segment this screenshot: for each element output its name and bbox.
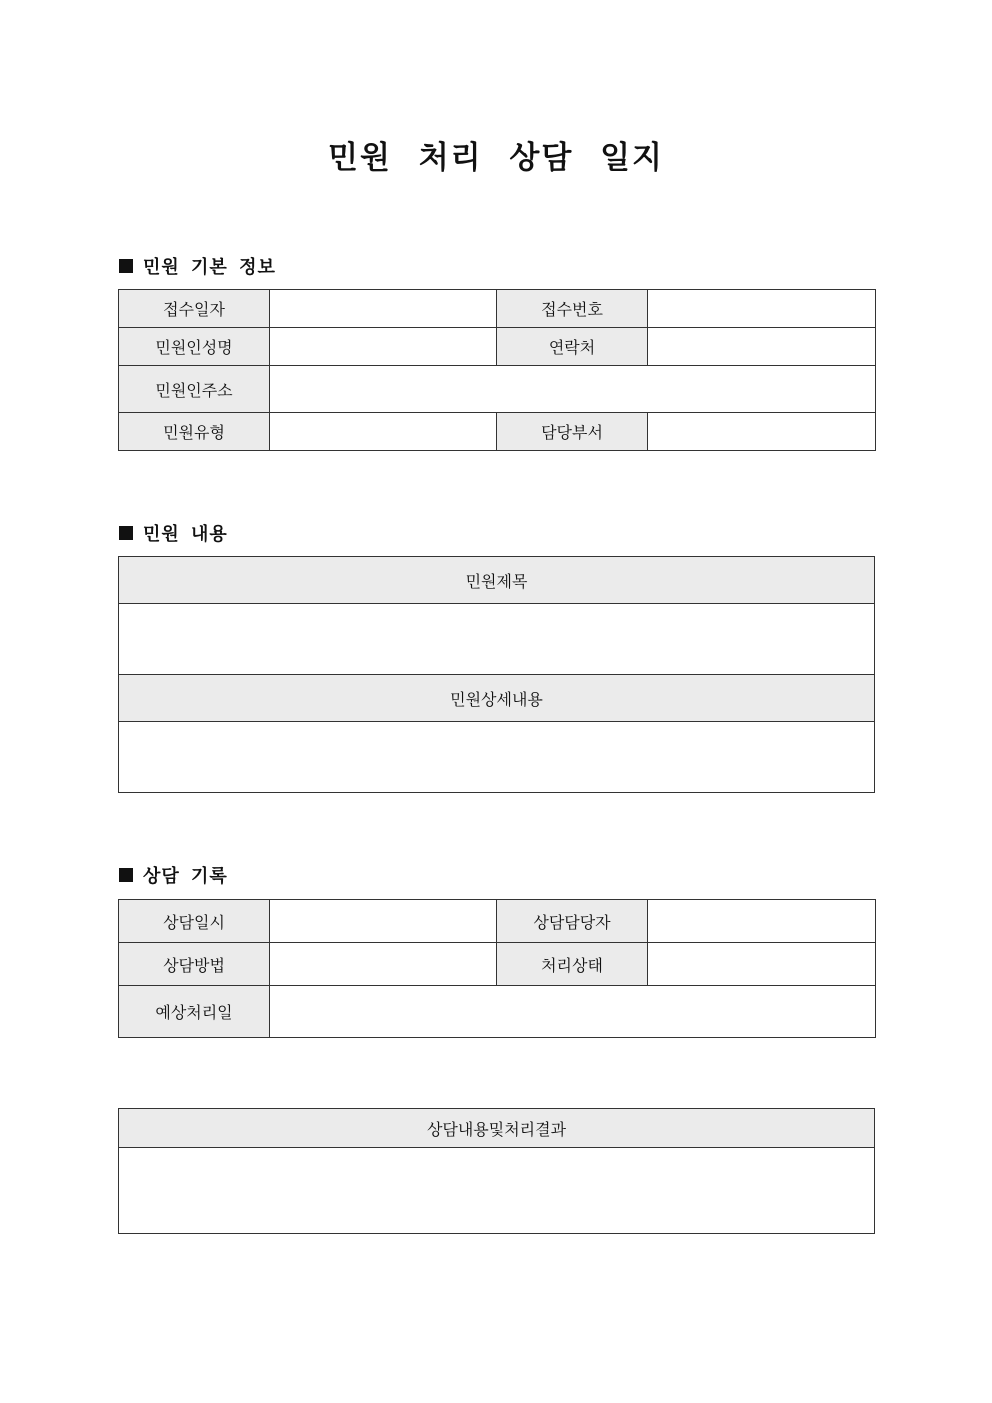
applicant-address-label: 민원인주소 <box>119 366 270 413</box>
receipt-date-field[interactable] <box>270 290 497 328</box>
receipt-number-label: 접수번호 <box>497 290 648 328</box>
applicant-address-field[interactable] <box>270 366 876 413</box>
table-row <box>119 604 875 675</box>
square-bullet-icon <box>119 526 133 540</box>
complaint-detail-label: 민원상세내용 <box>119 675 875 722</box>
process-status-field[interactable] <box>648 943 876 986</box>
square-bullet-icon <box>119 868 133 882</box>
consultation-record-table <box>118 899 876 1038</box>
department-field[interactable] <box>648 413 876 451</box>
process-status-label: 처리상태 <box>497 943 648 986</box>
department-label: 담당부서 <box>497 413 648 451</box>
expected-date-field[interactable] <box>270 986 876 1038</box>
consult-datetime-field[interactable] <box>270 900 497 943</box>
complaint-type-label: 민원유형 <box>119 413 270 451</box>
table-row <box>119 413 876 451</box>
table-row <box>119 290 876 328</box>
complaint-subject-label: 민원제목 <box>119 557 875 604</box>
table-row <box>119 986 876 1038</box>
section-heading-label: 민원 내용 <box>143 524 228 545</box>
section-heading-basic-info <box>119 253 276 279</box>
receipt-date-label: 접수일자 <box>119 290 270 328</box>
receipt-number-field[interactable] <box>648 290 876 328</box>
section-heading-label: 상담 기록 <box>143 866 228 887</box>
page-title: 민원 처리 상담 일지 <box>328 140 664 176</box>
contact-label: 연락처 <box>497 328 648 366</box>
applicant-name-field[interactable] <box>270 328 497 366</box>
square-bullet-icon <box>119 259 133 273</box>
section-heading-label: 민원 기본 정보 <box>143 257 276 278</box>
basic-info-table <box>118 289 876 451</box>
consultant-field[interactable] <box>648 900 876 943</box>
consult-method-label: 상담방법 <box>119 943 270 986</box>
contact-field[interactable] <box>648 328 876 366</box>
table-row <box>119 1148 875 1234</box>
consult-method-field[interactable] <box>270 943 497 986</box>
table-row <box>119 900 876 943</box>
complaint-content-table <box>118 556 875 793</box>
consultation-result-table <box>118 1108 875 1234</box>
table-row <box>119 675 875 722</box>
section-heading-complaint-content <box>119 520 228 546</box>
expected-date-label: 예상처리일 <box>119 986 270 1038</box>
consult-datetime-label: 상담일시 <box>119 900 270 943</box>
complaint-detail-field[interactable] <box>119 722 875 793</box>
table-row <box>119 943 876 986</box>
consultant-label: 상담담당자 <box>497 900 648 943</box>
section-heading-consultation-record <box>119 862 228 888</box>
table-row <box>119 1109 875 1148</box>
consult-result-field[interactable] <box>119 1148 875 1234</box>
table-row <box>119 557 875 604</box>
table-row <box>119 328 876 366</box>
applicant-name-label: 민원인성명 <box>119 328 270 366</box>
table-row <box>119 366 876 413</box>
complaint-subject-field[interactable] <box>119 604 875 675</box>
table-row <box>119 722 875 793</box>
consult-result-label: 상담내용및처리결과 <box>119 1109 875 1148</box>
complaint-type-field[interactable] <box>270 413 497 451</box>
